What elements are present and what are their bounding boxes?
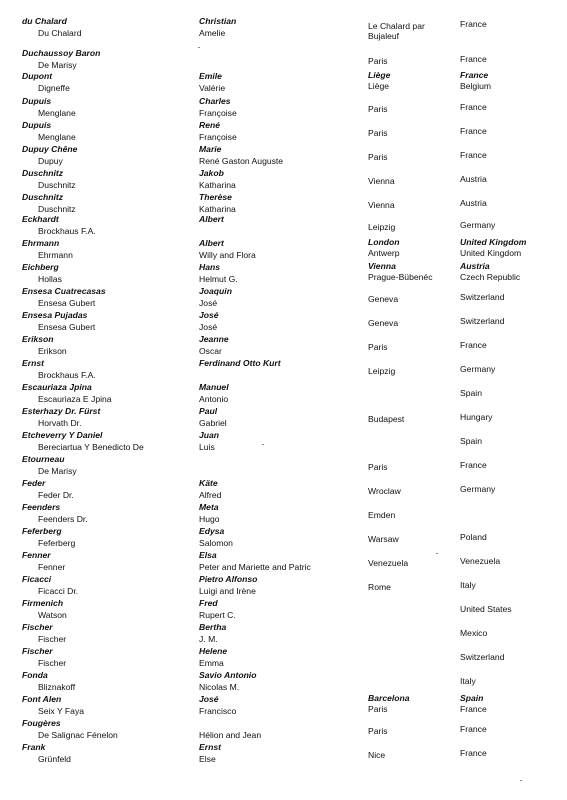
country-entry: Austria — [460, 198, 487, 208]
city-entry: Le Chalard par Bujaleuf — [368, 21, 425, 41]
city-entry: Rome — [368, 582, 391, 592]
country-entry: Venezuela — [460, 556, 501, 566]
guardian-name: Ehrmann — [38, 250, 73, 260]
country-entry: Mexico — [460, 628, 488, 638]
surname-entry: Ensesa Cuatrecasas — [22, 286, 106, 296]
country-entry: Germany — [460, 484, 496, 494]
surname-entry: Dupuy Chêne — [22, 144, 78, 154]
city-entry: Paris — [368, 152, 388, 162]
city-entry: Paris — [368, 704, 388, 714]
country-entry: Switzerland — [460, 652, 505, 662]
given-name-entry: Käte — [199, 478, 218, 488]
secondary-name: Rupert C. — [199, 610, 236, 620]
country-entry: France — [460, 460, 487, 470]
city-entry: London — [368, 237, 400, 247]
secondary-name: Luis — [199, 442, 215, 452]
city-entry: Paris — [368, 56, 388, 66]
country-entry: France — [460, 70, 489, 80]
country-entry: France — [460, 340, 487, 350]
city-entry: Antwerp — [368, 248, 400, 258]
secondary-name: Françoise — [199, 132, 237, 142]
secondary-name: Amelie — [199, 28, 226, 38]
country-entry: France — [460, 102, 487, 112]
given-name-entry: Joaquin — [199, 286, 232, 296]
country-entry: France — [460, 126, 487, 136]
city-entry: Nice — [368, 750, 386, 760]
scan-speck — [436, 553, 438, 554]
given-name-entry: Juan — [199, 430, 220, 440]
guardian-name: Fenner — [38, 562, 66, 572]
country-entry: Belgium — [460, 81, 492, 91]
city-entry: Vienna — [368, 176, 395, 186]
guardian-name: De Marisy — [38, 466, 77, 476]
country-entry: Spain — [460, 388, 482, 398]
country-entry: France — [460, 704, 487, 714]
guardian-name: Horvath Dr. — [38, 418, 82, 428]
surname-entry: Duchaussoy Baron — [22, 48, 101, 58]
guardian-name: Bereciartua Y Benedicto De — [38, 442, 144, 452]
city-entry: Vienna — [368, 261, 396, 271]
country-entry: United Kingdom — [460, 248, 522, 258]
city-entry: Liège — [368, 70, 391, 80]
secondary-name: Katharina — [199, 204, 236, 214]
guardian-name: Menglane — [38, 132, 76, 142]
surname-entry: Font Alen — [22, 694, 62, 704]
country-entry: Czech Republic — [460, 272, 521, 282]
given-name-entry: Albert — [199, 238, 224, 248]
guardian-name: Brockhaus F.A. — [38, 370, 96, 380]
secondary-name: Katharina — [199, 180, 236, 190]
given-name-entry: Manuel — [199, 382, 229, 392]
surname-entry: Ficacci — [22, 574, 52, 584]
guardian-name: Menglane — [38, 108, 76, 118]
secondary-name: Peter and Mariette and Patric — [199, 562, 311, 572]
guardian-name: Grünfeld — [38, 754, 71, 764]
guardian-name: Ficacci Dr. — [38, 586, 79, 596]
city-entry: Leipzig — [368, 366, 396, 376]
secondary-name: Valérie — [199, 83, 226, 93]
guardian-name: Feenders Dr. — [38, 514, 88, 524]
country-entry: Poland — [460, 532, 487, 542]
given-name-entry: Ferdinand Otto Kurt — [199, 358, 281, 368]
guardian-name: Erikson — [38, 346, 67, 356]
guardian-name: Digneffe — [38, 83, 70, 93]
country-entry: United Kingdom — [460, 237, 527, 247]
secondary-name: Oscar — [199, 346, 222, 356]
guardian-name: De Marisy — [38, 60, 77, 70]
city-entry: Paris — [368, 462, 388, 472]
secondary-name: Emma — [199, 658, 224, 668]
surname-entry: du Chalard — [22, 16, 67, 26]
country-entry: Italy — [460, 676, 476, 686]
guardian-name: Dupuy — [38, 156, 63, 166]
surname-entry: Dupuis — [22, 120, 52, 130]
given-name-entry: Savio Antonio — [199, 670, 257, 680]
surname-entry: Firmenich — [22, 598, 64, 608]
surname-entry: Ernst — [22, 358, 44, 368]
city-entry: Geneva — [368, 294, 399, 304]
city-entry: Paris — [368, 726, 388, 736]
secondary-name: Francisco — [199, 706, 237, 716]
scan-speck — [198, 47, 200, 48]
guardian-name: Ensesa Gubert — [38, 322, 96, 332]
country-entry: Hungary — [460, 412, 493, 422]
country-entry: Italy — [460, 580, 476, 590]
given-name-entry: Meta — [199, 502, 219, 512]
country-entry: Spain — [460, 693, 484, 703]
surname-entry: Duschnitz — [22, 192, 64, 202]
city-entry: Liège — [368, 81, 390, 91]
secondary-name: Salomon — [199, 538, 233, 548]
surname-entry: Ensesa Pujadas — [22, 310, 88, 320]
surname-entry: Frank — [22, 742, 46, 752]
country-entry: France — [460, 54, 487, 64]
surname-entry: Fougères — [22, 718, 61, 728]
city-entry: Budapest — [368, 414, 405, 424]
secondary-name: René Gaston Auguste — [199, 156, 284, 166]
guardian-name: Seix Y Faya — [38, 706, 85, 716]
secondary-name: Nicolas M. — [199, 682, 240, 692]
surname-entry: Eckhardt — [22, 214, 59, 224]
country-entry: Germany — [460, 364, 496, 374]
given-name-entry: Paul — [199, 406, 218, 416]
guardian-name: Du Chalard — [38, 28, 82, 38]
secondary-name: Helmut G. — [199, 274, 238, 284]
country-entry: France — [460, 19, 487, 29]
given-name-entry: Christian — [199, 16, 237, 26]
surname-entry: Etourneau — [22, 454, 65, 464]
guardian-name: Fischer — [38, 658, 67, 668]
surname-entry: Fonda — [22, 670, 48, 680]
guardian-name: Duschnitz — [38, 204, 76, 214]
surname-entry: Ehrmann — [22, 238, 60, 248]
secondary-name: Antonio — [199, 394, 229, 404]
city-entry: Wroclaw — [368, 486, 401, 496]
guardian-name: De Salignac Fénelon — [38, 730, 118, 740]
given-name-entry: Elsa — [199, 550, 217, 560]
given-name-entry: Edysa — [199, 526, 225, 536]
country-entry: Spain — [460, 436, 482, 446]
surname-entry: Fischer — [22, 622, 53, 632]
given-name-entry: Therèse — [199, 192, 232, 202]
country-entry: Switzerland — [460, 292, 505, 302]
surname-entry: Fenner — [22, 550, 51, 560]
secondary-name: Else — [199, 754, 216, 764]
given-name-entry: Hans — [199, 262, 221, 272]
city-entry: Leipzig — [368, 222, 396, 232]
secondary-name: Luigi and Irène — [199, 586, 256, 596]
guardian-name: Ensesa Gubert — [38, 298, 96, 308]
country-entry: Austria — [460, 261, 490, 271]
given-name-entry: Pietro Alfonso — [199, 574, 258, 584]
city-entry: Paris — [368, 104, 388, 114]
secondary-name: Hélion and Jean — [199, 730, 262, 740]
country-entry: France — [460, 748, 487, 758]
given-name-entry: José — [199, 694, 219, 704]
secondary-name: José — [199, 298, 218, 308]
guardian-name: Watson — [38, 610, 67, 620]
secondary-name: Hugo — [199, 514, 220, 524]
country-entry: United States — [460, 604, 512, 614]
country-entry: Austria — [460, 174, 487, 184]
surname-entry: Etcheverry Y Daniel — [22, 430, 103, 440]
city-entry: Paris — [368, 128, 388, 138]
given-name-entry: José — [199, 310, 219, 320]
city-entry: Venezuela — [368, 558, 409, 568]
guardian-name: Escauriaza E Jpina — [38, 394, 112, 404]
guardian-name: Hollas — [38, 274, 62, 284]
secondary-name: José — [199, 322, 218, 332]
surname-entry: Esterhazy Dr. Fürst — [22, 406, 101, 416]
given-name-entry: Bertha — [199, 622, 227, 632]
surname-entry: Feder — [22, 478, 46, 488]
surname-entry: Fischer — [22, 646, 53, 656]
country-entry: France — [460, 724, 487, 734]
given-name-entry: Marie — [199, 144, 222, 154]
surname-entry: Erikson — [22, 334, 54, 344]
given-name-entry: René — [199, 120, 221, 130]
given-name-entry: Fred — [199, 598, 218, 608]
secondary-name: Françoise — [199, 108, 237, 118]
given-name-entry: Albert — [199, 214, 224, 224]
city-entry: Vienna — [368, 200, 395, 210]
given-name-entry: Jeanne — [199, 334, 229, 344]
guardian-name: Fischer — [38, 634, 67, 644]
given-name-entry: Helene — [199, 646, 228, 656]
secondary-name: Alfred — [199, 490, 222, 500]
surname-entry: Dupuis — [22, 96, 52, 106]
city-entry: Barcelona — [368, 693, 410, 703]
surname-entry: Duschnitz — [22, 168, 64, 178]
city-entry: Emden — [368, 510, 396, 520]
given-name-entry: Charles — [199, 96, 231, 106]
country-entry: France — [460, 150, 487, 160]
guardian-name: Brockhaus F.A. — [38, 226, 96, 236]
city-entry: Geneva — [368, 318, 399, 328]
guardian-name: Feder Dr. — [38, 490, 74, 500]
city-entry: Warsaw — [368, 534, 399, 544]
city-entry: Prague-Bübenéc — [368, 272, 433, 282]
guardian-name: Bliznakoff — [38, 682, 76, 692]
scan-speck — [520, 780, 522, 781]
country-entry: Switzerland — [460, 316, 505, 326]
surname-entry: Dupont — [22, 71, 53, 81]
city-entry: Paris — [368, 342, 388, 352]
secondary-name: Gabriel — [199, 418, 227, 428]
country-entry: Germany — [460, 220, 496, 230]
guardian-name: Feferberg — [38, 538, 76, 548]
surname-entry: Feenders — [22, 502, 61, 512]
surname-entry: Eichberg — [22, 262, 59, 272]
given-name-entry: Ernst — [199, 742, 221, 752]
secondary-name: J. M. — [199, 634, 218, 644]
secondary-name: Willy and Flora — [199, 250, 256, 260]
given-name-entry: Jakob — [199, 168, 224, 178]
given-name-entry: Emile — [199, 71, 222, 81]
surname-entry: Escauriaza Jpina — [22, 382, 92, 392]
scan-speck — [262, 444, 264, 445]
guardian-name: Duschnitz — [38, 180, 76, 190]
surname-entry: Feferberg — [22, 526, 62, 536]
